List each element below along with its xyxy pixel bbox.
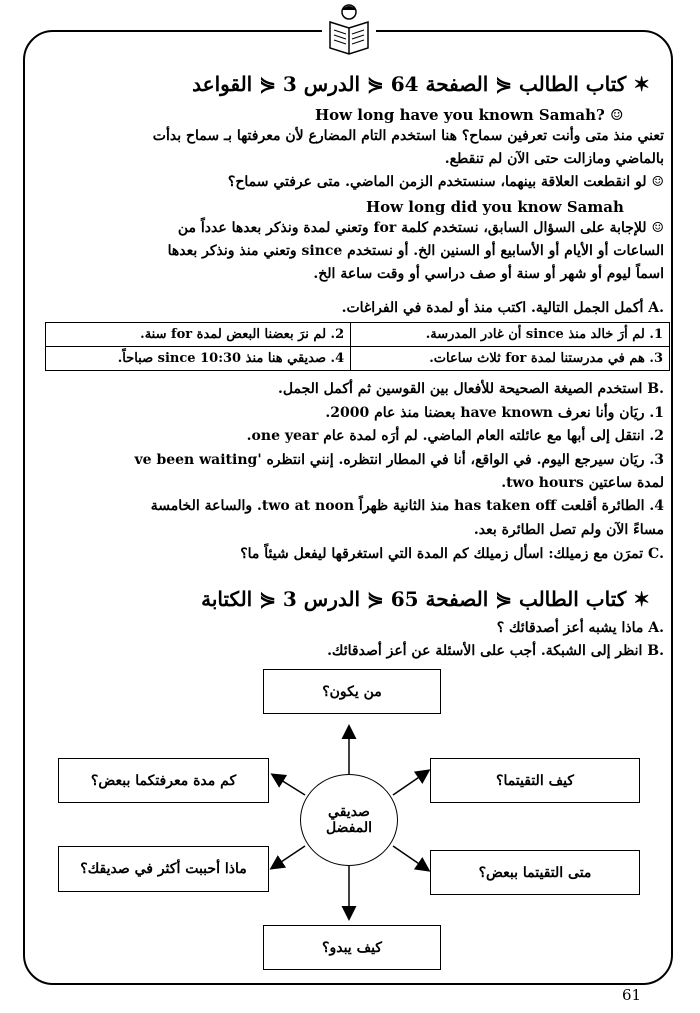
table-cell: 3. هم في مدرستنا لمدة for ثلاث ساعات. xyxy=(351,347,670,371)
box-looks: كيف يبدو؟ xyxy=(263,925,441,970)
box-what-liked: ماذا أحببت أكثر في صديقك؟ xyxy=(58,846,269,892)
exercise-b-line: 2. انتقل إلى أبها مع عائلته العام الماضي. لم أرَه لمدة عام one year. xyxy=(246,428,664,444)
paragraph-line: الساعات أو الأيام أو الأسابيع أو السنين الخ. أو نستخدم since وتعني منذ ونذكر بعدها xyxy=(167,243,664,259)
section2-item-a: .A ماذا يشبه أعز أصدقائك ؟ xyxy=(496,620,664,636)
exercise-c-title: .C تمرَن مع زميلك: اسأل زميلك كم المدة التي استغرقها ليفعل شيئاً ما؟ xyxy=(240,546,664,562)
paragraph-line: ☺ لو انقطعت العلاقة بينهما، سنستخدم الزمن الماضي. متى عرفتي سماح؟ xyxy=(227,174,664,190)
box-when-met: متى التقيتما ببعض؟ xyxy=(430,850,640,895)
page-number: 61 xyxy=(622,986,642,1004)
box-how-met: كيف التقيتما؟ xyxy=(430,758,640,803)
section-heading-grammar: ✶ كتاب الطالب ⋞ الصفحة 64 ⋞ الدرس 3 ⋞ القواعد xyxy=(192,72,650,96)
exercise-a-title: .A أكمل الجمل التالية. اكتب منذ أو لمدة في الفراغات. xyxy=(341,300,664,316)
box-who: من يكون؟ xyxy=(263,669,441,714)
arrow-left-lower xyxy=(272,846,305,868)
question-have-known: How long have you known Samah? ☺ xyxy=(315,106,624,124)
exercise-b-line: لمدة ساعتين two hours. xyxy=(501,475,664,491)
paragraph-line: بالماضي ومازالت حتى الآن لم تنقطع. xyxy=(444,151,664,167)
arrow-right-lower xyxy=(393,846,428,870)
exercise-b-line: 1. ريَان وأنا نعرف have known بعضنا منذ عام 2000. xyxy=(325,405,664,421)
exercise-b-title: .B استخدم الصيغة الصحيحة للأفعال بين القوسين ثم أكمل الجمل. xyxy=(278,381,664,397)
table-cell: 2. لم نرَ بعضنا البعض لمدة for سنة. xyxy=(46,323,351,347)
table-cell: 1. لم أرَ خالد منذ since أن غادر المدرسة. xyxy=(351,323,670,347)
paragraph-line: اسماً ليوم أو شهر أو سنة أو صف دراسي أو وقت ساعة الخ. xyxy=(313,266,664,282)
section2-item-b: .B انظر إلى الشبكة. أجب على الأسئلة عن أعز أصدقائك. xyxy=(327,643,664,659)
question-did-know: How long did you know Samah xyxy=(366,198,624,216)
center-circle-best-friend xyxy=(300,774,398,866)
section-heading-writing: ✶ كتاب الطالب ⋞ الصفحة 65 ⋞ الدرس 3 ⋞ الكتابة xyxy=(201,587,650,611)
exercise-b-line: مساءً الآن ولم تصل الطائرة بعد. xyxy=(473,522,664,538)
arrow-right-upper xyxy=(393,771,428,795)
paragraph-line: ☺ للإجابة على السؤال السابق، نستخدم كلمة for وتعني لمدة ونذكر بعدها عدداً من xyxy=(177,220,664,236)
arrow-left-upper xyxy=(273,775,305,795)
table-cell: 4. صديقي هنا منذ 10:30 since صباحاً. xyxy=(46,347,351,371)
box-how-long: كم مدة معرفتكما ببعض؟ xyxy=(58,758,269,803)
center-label-line1: صديقي xyxy=(328,804,370,820)
paragraph-line: تعني منذ متى وأنت تعرفين سماح؟ هنا استخدم التام المضارع لأن معرفتها بـ سماح بدأت xyxy=(152,128,664,144)
exercise-b-line: 4. الطائرة أقلعت has taken off منذ الثانية ظهراً two at noon. والساعة الخامسة xyxy=(150,498,664,514)
exercise-b-line: 3. ريَان سيرجع اليوم. في الواقع، أنا في المطار انتظره. إنني انتظره 've been waiting xyxy=(134,452,664,468)
center-label-line2: المفضل xyxy=(325,820,373,836)
